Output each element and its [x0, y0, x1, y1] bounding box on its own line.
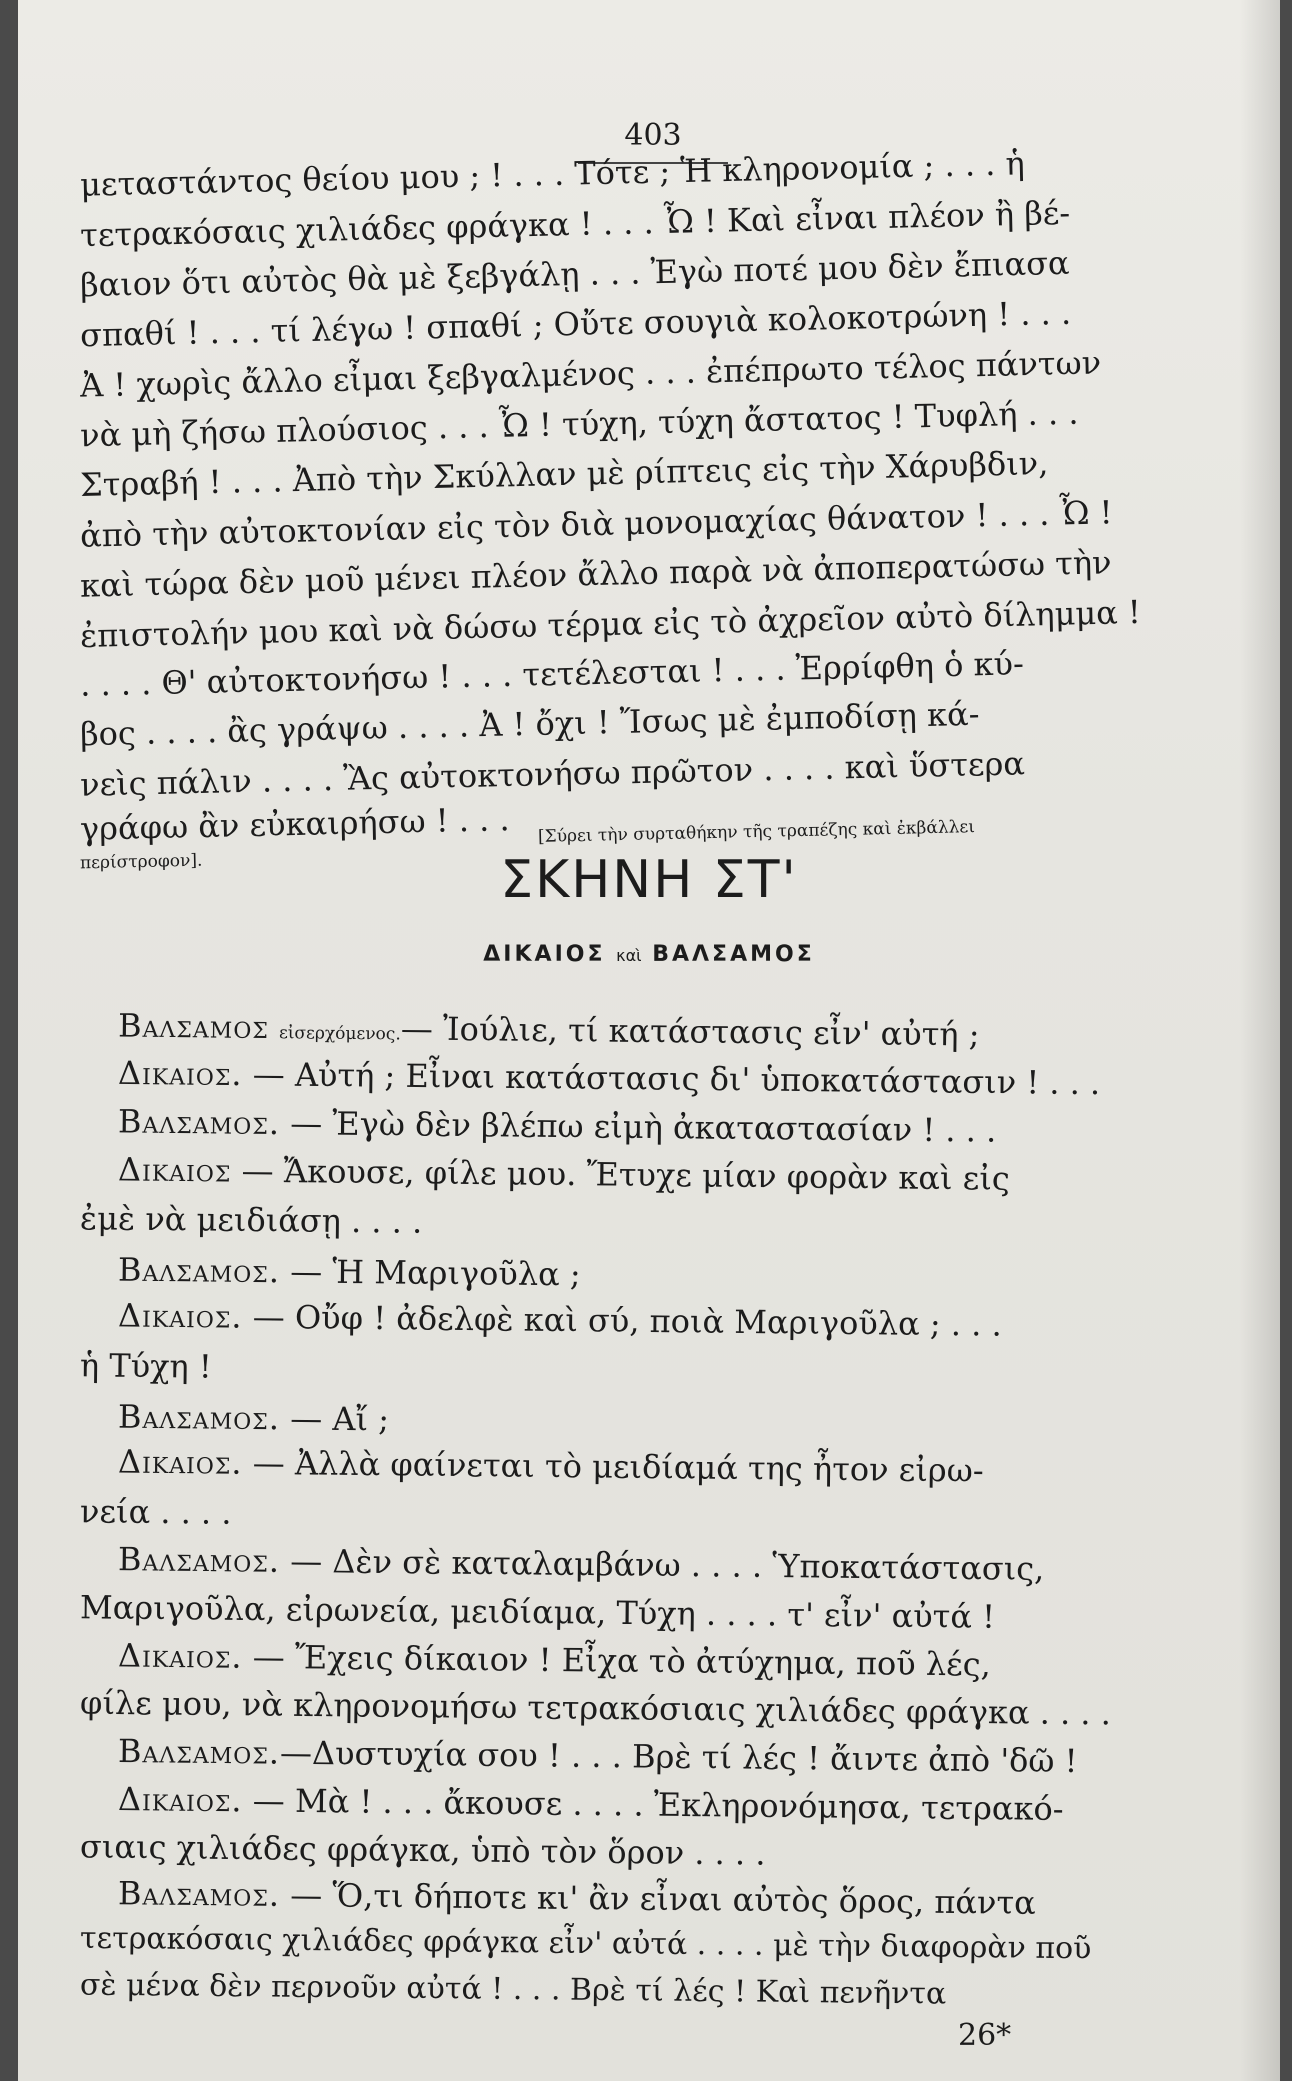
dialogue-line: [80, 1919, 1092, 1970]
stage-direction: περίστροφον].: [79, 850, 203, 874]
speaker-name: Δικαιος.: [117, 1636, 243, 1676]
stage-direction: εἰσερχόμενος.: [278, 1023, 401, 1045]
speaker-name: Δικαιος.: [117, 1053, 243, 1094]
scene-characters: [18, 942, 1280, 967]
dialogue-line: [118, 1149, 1010, 1198]
speech-text: — Ἰούλιε, τί κατάστασις εἶν' αὐτή ;: [400, 1009, 980, 1054]
dialogue-line: [118, 1539, 1045, 1589]
dialogue-line: [80, 1198, 423, 1242]
speaker-name: Δικαιος: [117, 1150, 232, 1190]
speaker-name: Βαλσαμος.: [117, 1250, 281, 1291]
text-line: τετρακόσαις χιλιάδες φράγκα ! . . . Ὦ ! Καὶ εἶναι πλέον ἢ βέ-: [79, 193, 1071, 255]
dialogue-line: [118, 1779, 1064, 1829]
text-line: νὰ μὴ ζήσω πλούσιος . . . Ὦ ! τύχη, τύχη ἄστατος ! Τυφλή . . .: [79, 393, 1079, 455]
speech-text: — Ἡ Μαριγοῦλα ;: [290, 1252, 581, 1294]
text-line-end: γράφω ἂν εὐκαιρήσω ! . . .: [79, 800, 511, 848]
speaker-name: Βαλσαμος.: [117, 1102, 281, 1143]
speech-text: — Ἔχεις δίκαιον ! Εἶχα τὸ ἀτύχημα, ποῦ λές,: [252, 1637, 992, 1684]
speaker-name: Δικαιος.: [117, 1442, 243, 1482]
speech-text: φίλε μου, νὰ κληρονομήσω τετρακόσιαις χιλιάδες φράγκα . . . .: [79, 1683, 1112, 1733]
speech-text: — Δὲν σὲ καταλαμβάνω . . . . Ὑποκατάστασις,: [290, 1541, 1045, 1588]
speech-text: τετρακόσαις χιλιάδες φράγκα εἶν' αὐτά . . . . μὲ τὴν διαφορὰν ποῦ: [79, 1920, 1092, 1967]
dialogue-line: [118, 1873, 1036, 1923]
printer-signature: 26*: [958, 2018, 1012, 2053]
text-line: σπαθί ! . . . τί λέγω ! σπαθί ; Οὔτε σουγιὰ κολοκοτρώνη ! . . .: [79, 293, 1072, 355]
text-line: Ἀ ! χωρὶς ἄλλο εἶμαι ξεβγαλμένος . . . ἐπέπρωτο τέλος πάντων: [79, 343, 1102, 405]
speech-text: ἐμὲ νὰ μειδιάσῃ . . . .: [79, 1199, 423, 1241]
speech-text: — Ὅ,τι δήποτε κι' ἂν εἶναι αὐτὸς ὅρος, πάντα: [290, 1875, 1036, 1922]
dialogue-line: [80, 1587, 995, 1637]
text-line: καὶ τώρα δὲν μοῦ μένει πλέον ἄλλο παρὰ νὰ ἀποπερατώσω τὴν: [79, 543, 1112, 605]
dialogue-line: [118, 1005, 980, 1060]
speaker-name: Βαλσαμος.: [117, 1731, 281, 1772]
speaker-name: Βαλσαμος: [117, 1006, 270, 1047]
stage-direction: [Σύρει τὴν συρταθήκην τῆς τραπέζης καὶ ἐκβάλλει: [537, 817, 976, 847]
page-number: 403: [624, 118, 682, 153]
speech-text: σιαις χιλιάδες φράγκα, ὑπὸ τὸν ὅρον . . . .: [79, 1827, 766, 1873]
speech-text: — Αἴ ;: [290, 1399, 390, 1439]
text-line: . . . . Θ' αὐτοκτονήσω ! . . . τετέλεσται ! . . . Ἐρρίφθη ὁ κύ-: [79, 644, 1025, 704]
speaker-name: Βαλσαμος.: [117, 1874, 281, 1914]
page-edge-shadow: [1240, 0, 1280, 2081]
dialogue-line: [118, 1397, 389, 1440]
character-name: ΒΑΛΣΑΜΟΣ: [652, 942, 815, 967]
speaker-name: Δικαιος.: [117, 1780, 243, 1820]
dialogue-line: [80, 1683, 1111, 1734]
dialogue-line: [118, 1101, 997, 1150]
dialogue-line: [80, 1826, 766, 1873]
text-line: μεταστάντος θείου μου ; ! . . . Τότε ; Ἡ κληρονομία ; . . . ἡ: [79, 144, 1026, 204]
speech-text: — Αὐτή ; Εἶναι κατάστασις δι' ὑποκατάστασιν ! . . .: [252, 1055, 1101, 1103]
text-line: βαιον ὅτι αὐτὸς θὰ μὲ ξεβγάλῃ . . . Ἐγὼ ποτέ μου δὲν ἔπιασα: [79, 243, 1070, 305]
speech-text: — Ἀλλὰ φαίνεται τὸ μειδίαμά της ἦτον εἰρω-: [252, 1443, 984, 1490]
speech-text: ἡ Τύχη !: [79, 1346, 212, 1386]
dialogue-line: [118, 1295, 1002, 1344]
text-line: ἀπὸ τὴν αὐτοκτονίαν εἰς τὸν διὰ μονομαχίας θάνατον ! . . . Ὦ !: [79, 493, 1113, 555]
speech-text: —Δυστυχία σου ! . . . Βρὲ τί λές ! ἄιντε ἀπὸ 'δῶ !: [279, 1733, 1078, 1781]
text-line: Στραβή ! . . . Ἀπὸ τὴν Σκύλλαν μὲ ρίπτεις εἰς τὴν Χάρυβδιν,: [79, 444, 1049, 504]
speech-text: — Μὰ ! . . . ἄκουσε . . . . Ἐκληρονόμησα, τετρακό-: [252, 1781, 1064, 1828]
dialogue-line: [118, 1441, 984, 1490]
speaker-name: Βαλσαμος.: [117, 1540, 281, 1580]
dialogue-line: [80, 1965, 947, 2014]
text-line: βος . . . . ἂς γράψω . . . . Ἀ ! ὄχι ! Ἴσως μὲ ἐμποδίσῃ κά-: [79, 694, 980, 754]
speech-text: Μαριγοῦλα, εἰρωνεία, μειδίαμα, Τύχη . . . . τ' εἶν' αὐτά !: [79, 1588, 996, 1636]
scene-title: ΣΚΗΝΗ ΣΤ': [500, 850, 798, 910]
speech-text: — Ἐγὼ δὲν βλέπω εἰμὴ ἀκαταστασίαν ! . . .: [290, 1104, 997, 1150]
text-line: ἐπιστολήν μου καὶ νὰ δώσω τέρμα εἰς τὸ ἀχρεῖον αὐτὸ δίλημμα !: [79, 592, 1142, 656]
dialogue-line: [118, 1635, 991, 1684]
speaker-name: Βαλσαμος.: [117, 1397, 281, 1438]
character-conjunction: καὶ: [616, 946, 642, 965]
dialogue-line: [118, 1731, 1078, 1781]
character-name: ΔΙΚΑΙΟΣ: [483, 942, 606, 967]
speech-text: νεία . . . .: [79, 1492, 232, 1532]
speech-text: σὲ μένα δὲν περνοῦν αὐτά ! . . . Βρὲ τί λές ! Καὶ πενῆντα: [79, 1967, 947, 2012]
speech-text: — Οὔφ ! ἀδελφὲ καὶ σύ, ποιὰ Μαριγοῦλα ; . . .: [252, 1297, 1002, 1344]
dialogue-line: [118, 1250, 581, 1295]
text-line: νεὶς πάλιν . . . . Ἂς αὐτοκτονήσω πρῶτον . . . . καὶ ὕστερα: [79, 744, 1026, 804]
speaker-name: Δικαιος.: [117, 1296, 243, 1336]
dialogue-line: [118, 1053, 1101, 1103]
book-page: [18, 0, 1280, 2081]
speech-text: — Ἄκουσε, φίλε μου. Ἔτυχε μίαν φορὰν καὶ εἰς: [241, 1151, 1010, 1198]
dialogue-line: [80, 1345, 212, 1386]
dialogue-line: [80, 1491, 232, 1533]
